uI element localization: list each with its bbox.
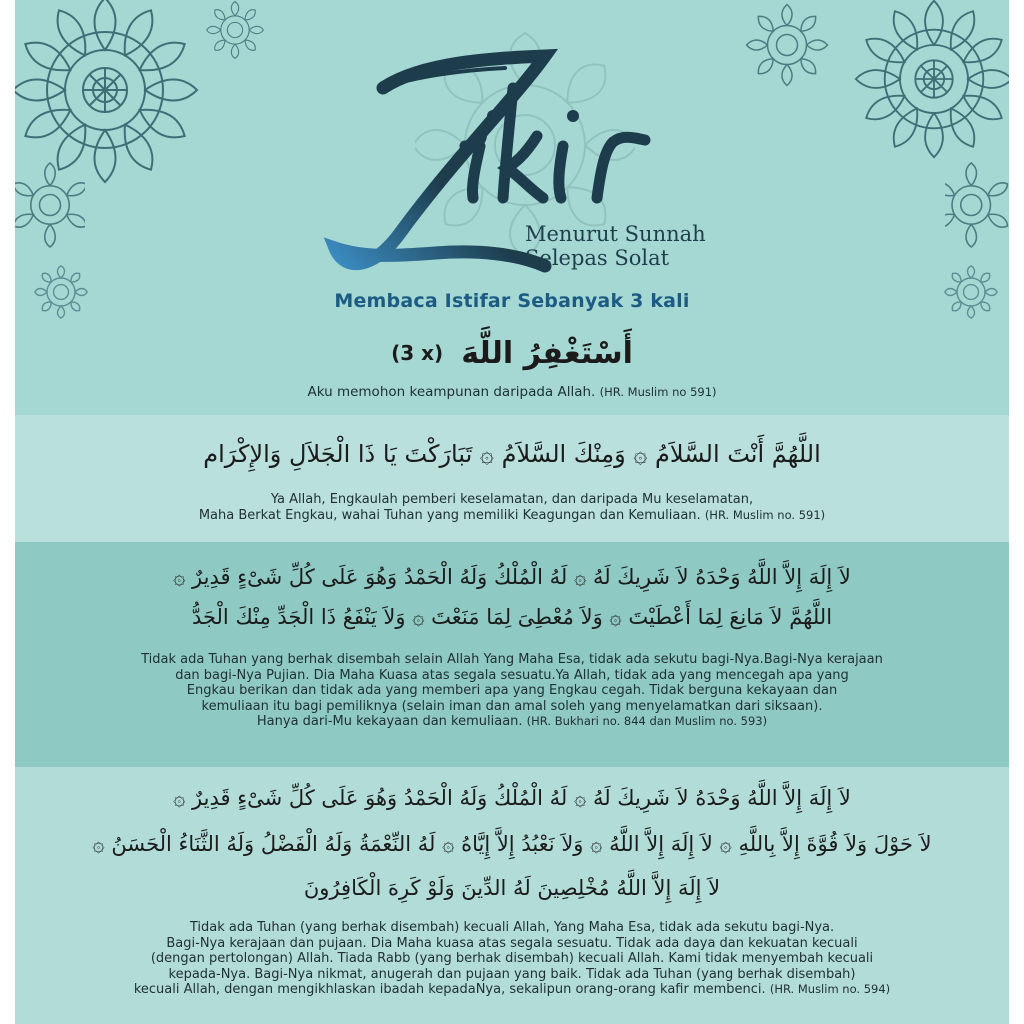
mandala-ornament-top-center-left-icon (180, 0, 290, 60)
section-4-reference: (HR. Muslim no. 594) (769, 982, 891, 997)
section-3-translation-line: Hanya dari-Mu kekayaan dan kemuliaan. (256, 714, 523, 730)
istighfar-heading: Membaca Istifar Sebanyak 3 kali (334, 290, 690, 312)
section-4-band (15, 767, 1009, 1024)
subtitle (525, 222, 725, 270)
istighfar-line (15, 328, 1009, 378)
section-4-translation-line: Tidak ada Tuhan (yang berhak disembah) kecuali Allah, Yang Maha Esa, tidak ada sekutu bagi-Nya. (189, 920, 835, 935)
zikir-poster (15, 0, 1009, 1024)
section-4-translation-line-with-ref (35, 982, 989, 998)
section-2-translation-line: Ya Allah, Engkaulah pemberi keselamatan, dan daripada Mu keselamatan, (270, 492, 754, 507)
section-4-translation-line: Bagi-Nya kerajaan dan pujaan. Dia Maha kuasa atas segala sesuatu. Tidak ada daya dan kekuatan kecuali (166, 935, 858, 951)
section-3-arabic-line: لاَ إِلَهَ إِلاَّ اللَّهُ وَحْدَهُ لاَ شَرِيكَ لَهُ ۞ لَهُ الْمُلْكُ وَلَهُ الْحَمْدُ وَهُوَ عَلَى كُلِّ شَىْءٍ قَدِيرٌ ۞ (173, 565, 851, 589)
section-2-band (15, 415, 1009, 542)
section-4-arabic-line: لاَ حَوْلَ وَلاَ قُوَّةَ إِلاَّ بِاللَّهِ ۞ لاَ إِلَهَ إِلاَّ اللَّهُ ۞ وَلاَ نَعْبُدُ إِلاَّ إِيَّاهُ ۞ لَهُ النِّعْمَةُ وَلَهُ الْفَضْلُ وَلَهُ الثَّنَاءُ الْحَسَنُ ۞ (92, 832, 932, 856)
subtitle-line-2: Selepas Solat (525, 246, 670, 270)
section-3-translation-line: Tidak ada Tuhan yang berhak disembah selain Allah Yang Maha Esa, tidak ada sekutu bagi-Nya.Bagi-Nya kerajaan (141, 652, 883, 667)
section-3-translation-line: kemuliaan itu bagi pemiliknya (selain iman dan amal soleh yang menyelamatkan dari siksaan). (201, 698, 823, 714)
mandala-ornament-left-icon (15, 150, 85, 260)
section-2-reference: (HR. Muslim no. 591) (704, 507, 826, 522)
section-2-arabic: اللَّهُمَّ أَنْتَ السَّلاَمُ ۞ وَمِنْكَ السَّلاَمُ ۞ تَبَارَكْتَ يَا ذَا الْجَلاَلِ وَالإِكْرَام (203, 440, 821, 468)
istighfar-translation (15, 384, 1009, 400)
section-4-translation-line: kecuali Allah, dengan mengikhlaskan ibadah kepadaNya, sekalipun orang-orang kafir membenci. (133, 982, 766, 998)
section-3-translation (35, 652, 989, 730)
mandala-ornament-top-center-right-icon (727, 0, 847, 90)
mandala-ornament-right-icon (945, 150, 1009, 260)
mandala-ornament-top-left-icon (15, 0, 205, 190)
istighfar-arabic: أَسْتَغْفِرُ اللَّهَ (461, 335, 633, 371)
section-3-translation-line-with-ref (35, 714, 989, 730)
section-4-arabic-line: لاَ إِلَهَ إِلاَّ اللَّهُ وَحْدَهُ لاَ شَرِيكَ لَهُ ۞ لَهُ الْمُلْكُ وَلَهُ الْحَمْدُ وَهُوَ عَلَى كُلِّ شَىْءٍ قَدِيرٌ ۞ (173, 786, 851, 810)
section-2-translation-line-with-ref (35, 508, 989, 524)
section-3-translation-line: dan bagi-Nya Pujian. Dia Maha Kuasa atas segala sesuatu.Ya Allah, tidak ada yang mencegah apa yang (175, 667, 849, 683)
section-4-translation-line: (dengan pertolongan) Allah. Tiada Rabb (yang berhak disembah) kecuali Allah. Kami tidak menyembah kecuali (150, 951, 874, 967)
section-3-band (15, 542, 1009, 767)
repeat-count: (3 x) (391, 341, 444, 365)
section-4-arabic-line: لاَ إِلَهَ إِلاَّ اللَّهُ مُخْلِصِينَ لَهُ الدِّينَ وَلَوْ كَرِهَ الْكَافِرُونَ (303, 876, 721, 900)
section-4-translation-line: kepada-Nya. Bagi-Nya nikmat, anugerah dan pujaan yang baik. Tidak ada Tuhan (yang berhak disembah) (168, 966, 856, 982)
subtitle-line-1: Menurut Sunnah (525, 222, 706, 246)
istighfar-translation-text: Aku memohon keampunan daripada Allah. (307, 384, 596, 400)
section-3-translation-line: Engkau berikan dan tidak ada yang memberi apa yang Engkau cegah. Tidak berguna kekayaan dan (186, 683, 838, 699)
section-3-arabic-line: اللَّهُمَّ لاَ مَانِعَ لِمَا أَعْطَيْتَ ۞ وَلاَ مُعْطِىَ لِمَا مَنَعْتَ ۞ وَلاَ يَنْفَعُ ذَا الْجَدِّ مِنْكَ الْجَدُّ (191, 605, 833, 629)
section-3-reference: (HR. Bukhari no. 844 dan Muslim no. 593) (526, 714, 768, 729)
section-2-translation-line: Maha Berkat Engkau, wahai Tuhan yang memiliki Keagungan dan Kemuliaan. (198, 507, 701, 523)
section-4-translation (35, 920, 989, 998)
istighfar-reference: (HR. Muslim no 591) (599, 385, 717, 399)
section-2-translation (35, 492, 989, 523)
mandala-ornament-top-right-icon (849, 0, 1009, 164)
